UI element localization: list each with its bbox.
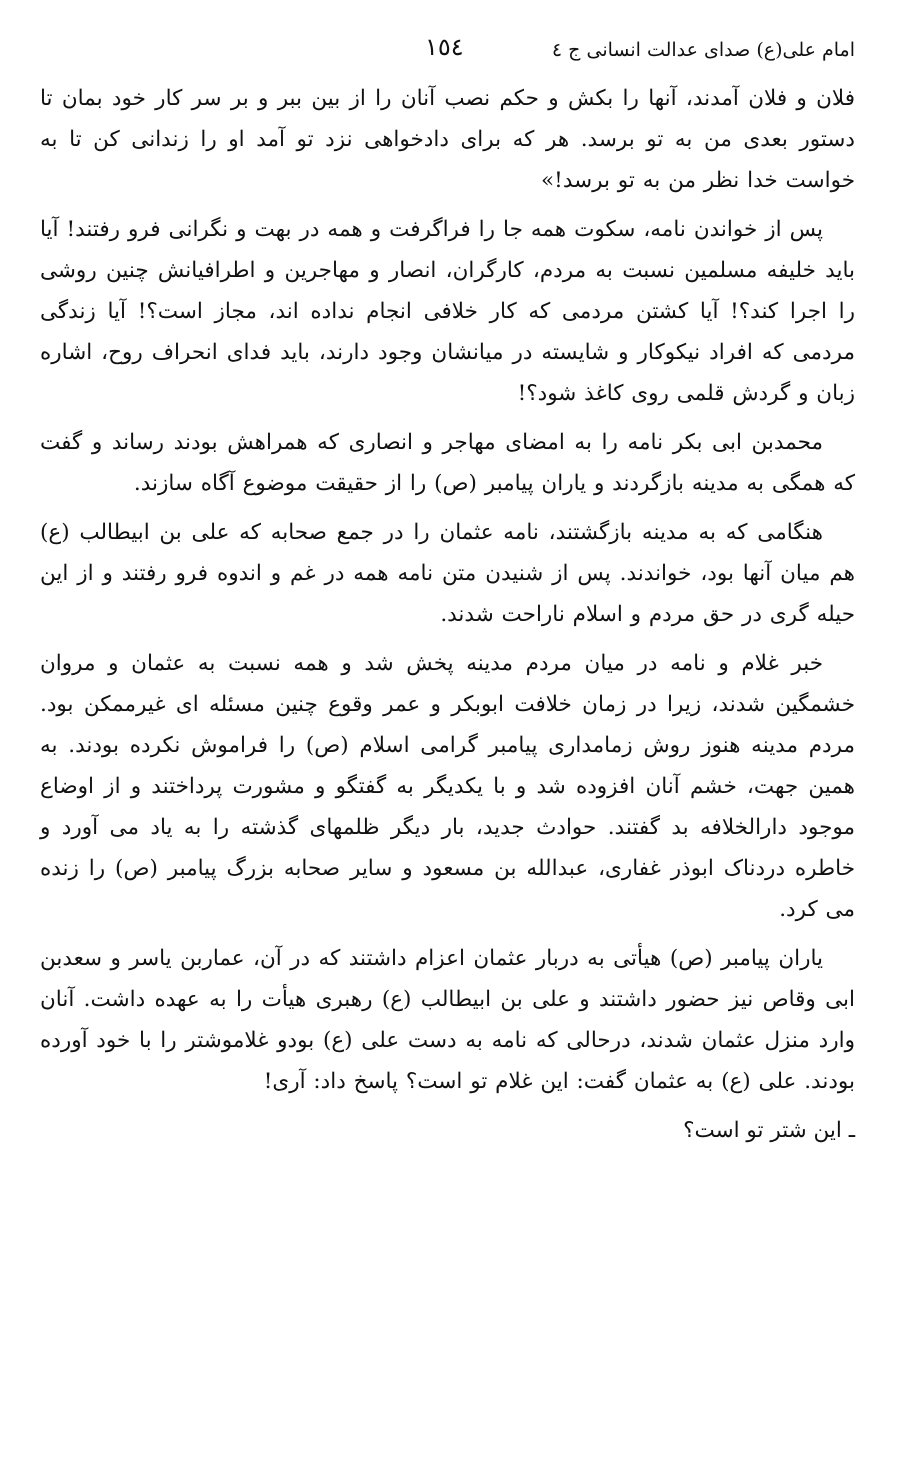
running-title: امام علی(ع) صدای عدالت انسانی ج ٤: [551, 39, 855, 61]
document-page: [40, 30, 855, 1450]
paragraph: خبر غلام و نامه در میان مردم مدینه پخش شد و همه نسبت به عثمان و مروان خشمگین شدند، زیرا در زمان خلافت ابوبکر و عمر وقوع چنین مسئله ای غیرممکن بود. مردم مدینه هنوز روش زمامداری پیامبر گرامی اسلام (ص) را فراموش نکرده بودند. به همین جهت، خشم آنان افزوده شد و با یکدیگر به گفتگو و مشورت پرداختند و از اوضاع موجود دارالخلافه بد گفتند. حوادث جدید، بار دیگر ظلمهای گذشته را به یاد می آورد و خاطره دردناک ابوذر غفاری، عبدالله بن مسعود و سایر صحابه بزرگ پیامبر (ص) را زنده می کرد.: [40, 651, 855, 922]
paragraph: پس از خواندن نامه، سکوت همه جا را فراگرفت و همه در بهت و نگرانی فرو رفتند! آیا باید خلیفه مسلمین نسبت به مردم، کارگران، انصار و مهاجرین و اطرافیانش چنین روشی را اجرا کند؟! آیا کشتن مردمی که کار خلافی انجام نداده اند، مجاز است؟! آیا زندگی مردمی که افراد نیکوکار و شایسته در میانشان وجود دارند، باید فدای انحراف روح، اشاره زبان و گردش قلمی روی کاغذ شود؟!: [40, 217, 855, 406]
paragraph: محمدبن ابی بکر نامه را به امضای مهاجر و انصاری که همراهش بودند رساند و گفت که همگی به مدینه بازگردند و یاران پیامبر (ص) را از حقیقت موضوع آگاه سازند.: [40, 430, 855, 496]
page-header: [40, 30, 855, 70]
page-number: ١٥٤: [425, 33, 464, 61]
paragraph: یاران پیامبر (ص) هیأتی به دربار عثمان اعزام داشتند که در آن، عماربن یاسر و سعدبن ابی وقاص نیز حضور داشتند و علی بن ابیطالب (ع) رهبری هیأت را به عهده داشت. آنان وارد منزل عثمان شدند، درحالی که نامه به دست علی (ع) بودو غلاموشتر را با خود آورده بودند. علی (ع) به عثمان گفت: این غلام تو است؟ پاسخ داد: آری!: [40, 946, 855, 1094]
dialogue-line: ـ این شتر تو است؟: [683, 1118, 855, 1143]
paragraph-continuation: فلان و فلان آمدند، آنها را بکش و حکم نصب آنان را از بین ببر و بر سر کار خود بمان تا دستور بعدی من به تو برسد. هر که برای دادخواهی نزد تو آمد او را زندانی کن تا به خواست خدا نظر من به تو برسد!»: [40, 86, 855, 193]
paragraph: هنگامی که به مدینه بازگشتند، نامه عثمان را در جمع صحابه که علی بن ابیطالب (ع) هم میان آنها بود، خواندند. پس از شنیدن متن نامه همه در غم و اندوه فرو رفتند و از این حیله گری در حق مردم و اسلام ناراحت شدند.: [40, 520, 855, 627]
body-text: [40, 78, 855, 1151]
